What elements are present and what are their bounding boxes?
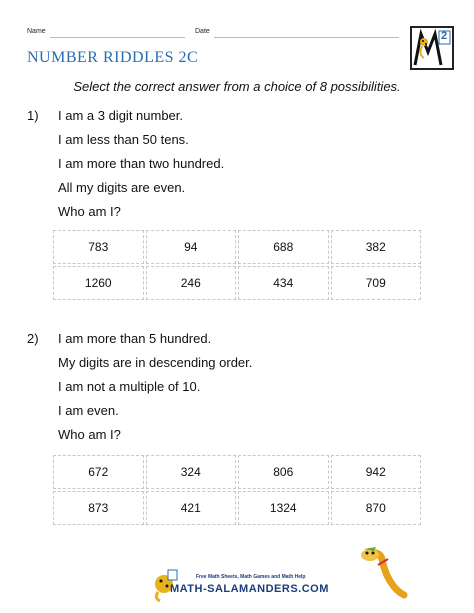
answer-choice[interactable]: 688 bbox=[238, 230, 329, 264]
answer-choice[interactable]: 942 bbox=[331, 455, 422, 489]
riddle-line: All my digits are even. bbox=[58, 180, 186, 195]
answer-choice[interactable]: 709 bbox=[331, 266, 422, 300]
answer-choice[interactable]: 324 bbox=[146, 455, 237, 489]
answer-choice[interactable]: 783 bbox=[53, 230, 144, 264]
name-line bbox=[50, 37, 185, 38]
salamander-character-icon bbox=[350, 545, 410, 605]
riddle-line: I am even. bbox=[58, 403, 119, 418]
logo-badge: 2 bbox=[441, 30, 448, 42]
name-label: Name bbox=[27, 28, 46, 35]
answer-grid bbox=[52, 454, 422, 526]
answer-choice[interactable]: 94 bbox=[146, 230, 237, 264]
riddle-line: Who am I? bbox=[58, 204, 121, 219]
answer-choice[interactable]: 1324 bbox=[238, 491, 329, 525]
answer-grid bbox=[52, 229, 422, 301]
footer-tagline: Free Math Sheets, Math Games and Math Help bbox=[196, 574, 306, 580]
question-number: 2) bbox=[27, 331, 39, 346]
date-line bbox=[214, 37, 399, 38]
footer-site-logo[interactable]: MATH-SALAMANDERS.COM bbox=[170, 583, 329, 595]
answer-choice[interactable]: 806 bbox=[238, 455, 329, 489]
riddle-line: Who am I? bbox=[58, 427, 121, 442]
riddle-line: My digits are in descending order. bbox=[58, 355, 253, 370]
riddle-line: I am more than 5 hundred. bbox=[58, 331, 212, 346]
instructions: Select the correct answer from a choice of 8 possibilities. bbox=[73, 79, 401, 94]
riddle-line: I am a 3 digit number. bbox=[58, 108, 184, 123]
page-title: NUMBER RIDDLES 2C bbox=[27, 49, 199, 66]
question-number: 1) bbox=[27, 108, 39, 123]
answer-choice[interactable]: 672 bbox=[53, 455, 144, 489]
answer-choice[interactable]: 382 bbox=[331, 230, 422, 264]
riddle-line: I am not a multiple of 10. bbox=[58, 379, 201, 394]
riddle-line: I am more than two hundred. bbox=[58, 156, 225, 171]
answer-choice[interactable]: 1260 bbox=[53, 266, 144, 300]
answer-choice[interactable]: 246 bbox=[146, 266, 237, 300]
answer-choice[interactable]: 434 bbox=[238, 266, 329, 300]
answer-choice[interactable]: 873 bbox=[53, 491, 144, 525]
riddle-line: I am less than 50 tens. bbox=[58, 132, 189, 147]
answer-choice[interactable]: 870 bbox=[331, 491, 422, 525]
salamander-logo bbox=[410, 26, 454, 70]
date-label: Date bbox=[195, 28, 210, 35]
answer-choice[interactable]: 421 bbox=[146, 491, 237, 525]
